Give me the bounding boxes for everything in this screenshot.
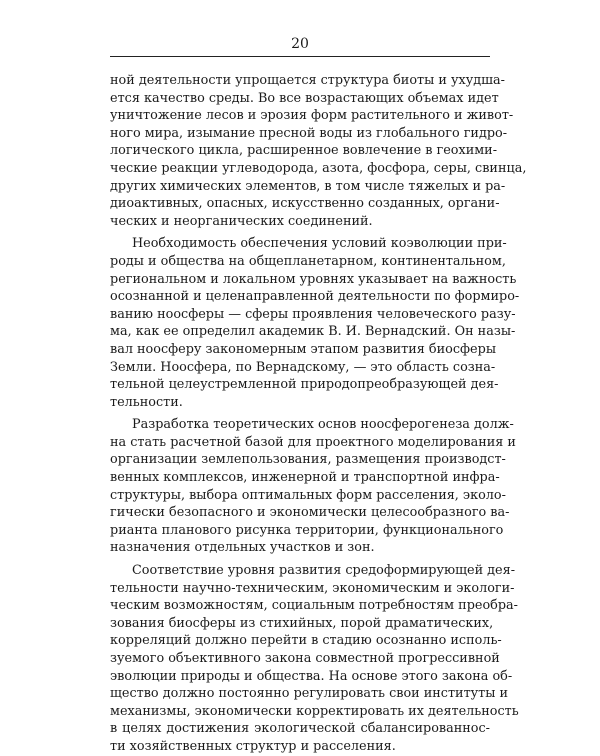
text-line: вал ноосферу закономерным этапом развития биосферы xyxy=(110,341,496,357)
text-line: диоактивных, опасных, искусственно созданных, органи- xyxy=(110,196,500,212)
text-line: организации землепользования, размещения производст- xyxy=(110,452,506,468)
paragraph-3 xyxy=(110,416,516,557)
text-line: уничтожение лесов и эрозия форм растительного и живот- xyxy=(110,108,514,124)
text-line: структуры, выбора оптимальных форм расселения, эколо- xyxy=(110,487,506,503)
text-line: логического цикла, расширенное вовлечение в геохими- xyxy=(110,143,498,159)
paragraph-4 xyxy=(110,562,519,756)
text-line: щество должно постоянно регулировать свои институты и xyxy=(110,686,509,702)
text-line: ческие реакции углеводорода, азота, фосфора, серы, свинца, xyxy=(110,160,527,176)
page-number: 20 xyxy=(291,36,309,52)
text-line: ти хозяйственных структур и расселения. xyxy=(110,738,396,754)
text-line: назначения отдельных участков и зон. xyxy=(110,540,375,556)
text-line: ванию ноосферы — сферы проявления человеческого разу- xyxy=(110,306,516,322)
text-line: зуемого объективного закона совместной прогрессивной xyxy=(110,651,500,666)
header-rule xyxy=(110,56,490,57)
text-line: тельности научно-техническим, экономическим и экологи- xyxy=(110,580,515,596)
paragraph-1 xyxy=(110,72,527,230)
text-line: рианта планового рисунка территории, функционального xyxy=(110,522,504,538)
text-line: других химических элементов, в том числе тяжелых и ра- xyxy=(110,178,506,194)
text-line: корреляций должно перейти в стадию осознанно исполь- xyxy=(110,633,502,649)
text-line: ма, как ее определил академик В. И. Вернадский. Он назы- xyxy=(110,324,516,340)
text-line: Разработка теоретических основ ноосферогенеза долж- xyxy=(132,417,514,433)
text-line: гически безопасного и экономически целесообразного ва- xyxy=(110,505,510,521)
text-line: Необходимость обеспечения условий коэволюции при- xyxy=(132,236,507,252)
text-line: на стать расчетной базой для проектного моделирования и xyxy=(110,434,516,450)
text-line: осознанной и целенаправленной деятельности по формиро- xyxy=(110,289,520,305)
text-line: венных комплексов, инженерной и транспортной инфра- xyxy=(110,470,500,486)
body-text xyxy=(110,72,527,756)
text-line: в целях достижения экологической сбалансированнос- xyxy=(110,721,490,737)
text-line: Соответствие уровня развития средоформирующей дея- xyxy=(132,563,516,579)
text-line: тельности. xyxy=(110,394,183,410)
paragraph-2 xyxy=(110,235,520,411)
text-line: ной деятельности упрощается структура биоты и ухудша- xyxy=(110,73,505,88)
text-line: ческих и неорганических соединений. xyxy=(110,213,373,229)
text-line: ется качество среды. Во все возрастающих объемах идет xyxy=(110,90,499,106)
text-line: региональном и локальном уровнях указывает на важность xyxy=(110,271,517,287)
text-line: механизмы, экономически корректировать их деятельность xyxy=(110,703,519,719)
text-line: Земли. Ноосфера, по Вернадскому, — это область сознa- xyxy=(110,359,496,375)
text-line: тельной целеустремленной природопреобразующей дея- xyxy=(110,377,499,393)
text-line: ного мира, изымание пресной воды из глобального гидро- xyxy=(110,125,508,141)
text-line: ческим возможностям, социальным потребностям преобра- xyxy=(110,598,519,614)
text-line: эволюции природы и общества. На основе этого закона об- xyxy=(110,668,513,684)
text-line: зования биосферы из стихийных, порой драматических, xyxy=(110,615,494,631)
text-line: роды и общества на общепланетарном, континентальном, xyxy=(110,253,506,269)
